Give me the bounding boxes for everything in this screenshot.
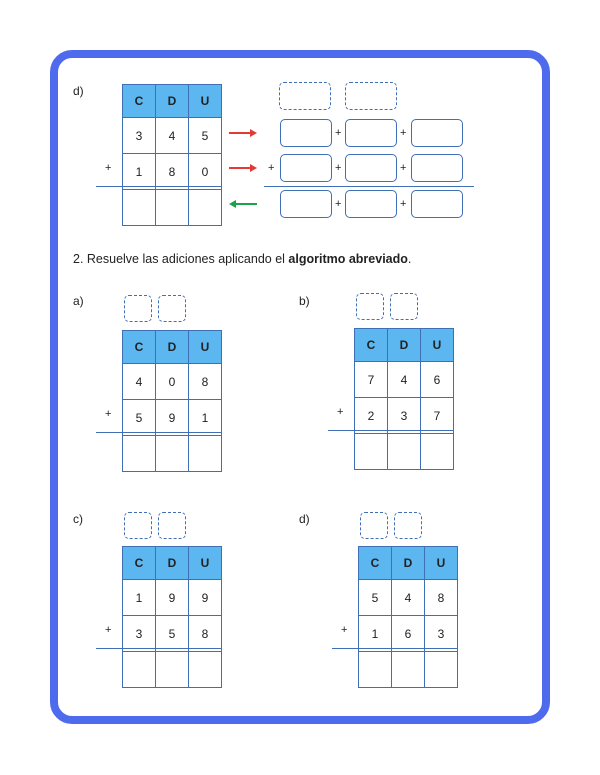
- b-row2-c: 2: [355, 398, 388, 434]
- sum-line-c: [96, 648, 222, 649]
- plus-sign: +: [400, 162, 407, 174]
- instruction-text: [73, 252, 411, 266]
- c-answer-c[interactable]: [123, 652, 156, 688]
- plus-sign: +: [335, 162, 342, 174]
- place-value-table-d: [358, 546, 458, 688]
- a-answer-d[interactable]: [156, 436, 189, 472]
- decomposition-box[interactable]: [345, 154, 397, 182]
- header-d: D: [156, 85, 189, 118]
- plus-sign: +: [400, 198, 407, 210]
- plus-sign-b: +: [337, 406, 344, 418]
- c-row1-u: 9: [189, 580, 222, 616]
- a-answer-u[interactable]: [189, 436, 222, 472]
- d-row1-c: 5: [359, 580, 392, 616]
- decomposition-box[interactable]: [411, 154, 463, 182]
- carry-box[interactable]: [360, 512, 388, 539]
- a-answer-c[interactable]: [123, 436, 156, 472]
- decomposition-result-box[interactable]: [345, 190, 397, 218]
- carry-box[interactable]: [390, 293, 418, 320]
- top-row2-u: 0: [189, 154, 222, 190]
- c-row2-u: 8: [189, 616, 222, 652]
- a-row1-d: 0: [156, 364, 189, 400]
- carry-box[interactable]: [394, 512, 422, 539]
- decomposition-box[interactable]: [280, 119, 332, 147]
- header-c: C: [359, 547, 392, 580]
- d-row2-d: 6: [392, 616, 425, 652]
- header-d: D: [156, 331, 189, 364]
- header-u: U: [189, 331, 222, 364]
- c-answer-d[interactable]: [156, 652, 189, 688]
- header-u: U: [421, 329, 454, 362]
- plus-sign-c: +: [105, 624, 112, 636]
- d-answer-u[interactable]: [425, 652, 458, 688]
- arrow-right-icon: [229, 129, 257, 137]
- exercise-label-d: d): [299, 512, 310, 526]
- d-row1-d: 4: [392, 580, 425, 616]
- a-row2-u: 1: [189, 400, 222, 436]
- c-row2-c: 3: [123, 616, 156, 652]
- place-value-table-c: [122, 546, 222, 688]
- instruction-bold: algoritmo abreviado: [288, 252, 408, 266]
- header-d: D: [392, 547, 425, 580]
- exercise-label-a: a): [73, 294, 84, 308]
- decomposition-box[interactable]: [280, 154, 332, 182]
- top-row1-c: 3: [123, 118, 156, 154]
- instruction-prefix: 2. Resuelve las adiciones aplicando el: [73, 252, 289, 266]
- decomposition-result-box[interactable]: [280, 190, 332, 218]
- sum-line-decomposition: [264, 186, 474, 187]
- sum-line-d: [332, 648, 458, 649]
- a-row1-u: 8: [189, 364, 222, 400]
- c-row1-d: 9: [156, 580, 189, 616]
- carry-box[interactable]: [158, 295, 186, 322]
- header-c: C: [123, 547, 156, 580]
- exercise-label-c: c): [73, 512, 83, 526]
- sum-line-b: [328, 430, 454, 431]
- carry-box[interactable]: [356, 293, 384, 320]
- arrow-right-icon: [229, 164, 257, 172]
- b-row2-d: 3: [388, 398, 421, 434]
- top-row2-d: 8: [156, 154, 189, 190]
- header-d: D: [388, 329, 421, 362]
- sum-line-top: [96, 186, 222, 187]
- b-row1-c: 7: [355, 362, 388, 398]
- plus-sign: +: [400, 127, 407, 139]
- d-row2-u: 3: [425, 616, 458, 652]
- d-answer-c[interactable]: [359, 652, 392, 688]
- decomposition-box[interactable]: [345, 119, 397, 147]
- top-answer-c[interactable]: [123, 190, 156, 226]
- c-row2-d: 5: [156, 616, 189, 652]
- header-u: U: [189, 547, 222, 580]
- plus-sign: +: [335, 198, 342, 210]
- exercise-label-b: b): [299, 294, 310, 308]
- plus-sign: +: [268, 162, 275, 174]
- plus-sign: +: [335, 127, 342, 139]
- b-answer-u[interactable]: [421, 434, 454, 470]
- carry-box[interactable]: [124, 295, 152, 322]
- c-row1-c: 1: [123, 580, 156, 616]
- d-row2-c: 1: [359, 616, 392, 652]
- header-u: U: [189, 85, 222, 118]
- b-row1-d: 4: [388, 362, 421, 398]
- plus-sign-a: +: [105, 408, 112, 420]
- plus-sign-top: +: [105, 162, 112, 174]
- header-c: C: [123, 85, 156, 118]
- instruction-suffix: .: [407, 252, 412, 266]
- a-row2-d: 9: [156, 400, 189, 436]
- carry-box[interactable]: [158, 512, 186, 539]
- d-row1-u: 8: [425, 580, 458, 616]
- decomposition-result-box[interactable]: [411, 190, 463, 218]
- b-answer-d[interactable]: [388, 434, 421, 470]
- header-u: U: [425, 547, 458, 580]
- place-value-table-a: [122, 330, 222, 472]
- place-value-table-top: [122, 84, 222, 226]
- a-row1-c: 4: [123, 364, 156, 400]
- exercise-label-top: d): [73, 84, 84, 98]
- carry-box[interactable]: [124, 512, 152, 539]
- header-d: D: [156, 547, 189, 580]
- top-answer-d[interactable]: [156, 190, 189, 226]
- plus-sign-d: +: [341, 624, 348, 636]
- carry-box[interactable]: [279, 82, 331, 110]
- top-answer-u[interactable]: [189, 190, 222, 226]
- decomposition-box[interactable]: [411, 119, 463, 147]
- arrow-left-icon: [229, 200, 257, 208]
- header-c: C: [355, 329, 388, 362]
- c-answer-u[interactable]: [189, 652, 222, 688]
- top-row1-d: 4: [156, 118, 189, 154]
- a-row2-c: 5: [123, 400, 156, 436]
- top-row1-u: 5: [189, 118, 222, 154]
- header-c: C: [123, 331, 156, 364]
- place-value-table-b: [354, 328, 454, 470]
- b-row1-u: 6: [421, 362, 454, 398]
- top-row2-c: 1: [123, 154, 156, 190]
- d-answer-d[interactable]: [392, 652, 425, 688]
- b-row2-u: 7: [421, 398, 454, 434]
- b-answer-c[interactable]: [355, 434, 388, 470]
- sum-line-a: [96, 432, 222, 433]
- carry-box[interactable]: [345, 82, 397, 110]
